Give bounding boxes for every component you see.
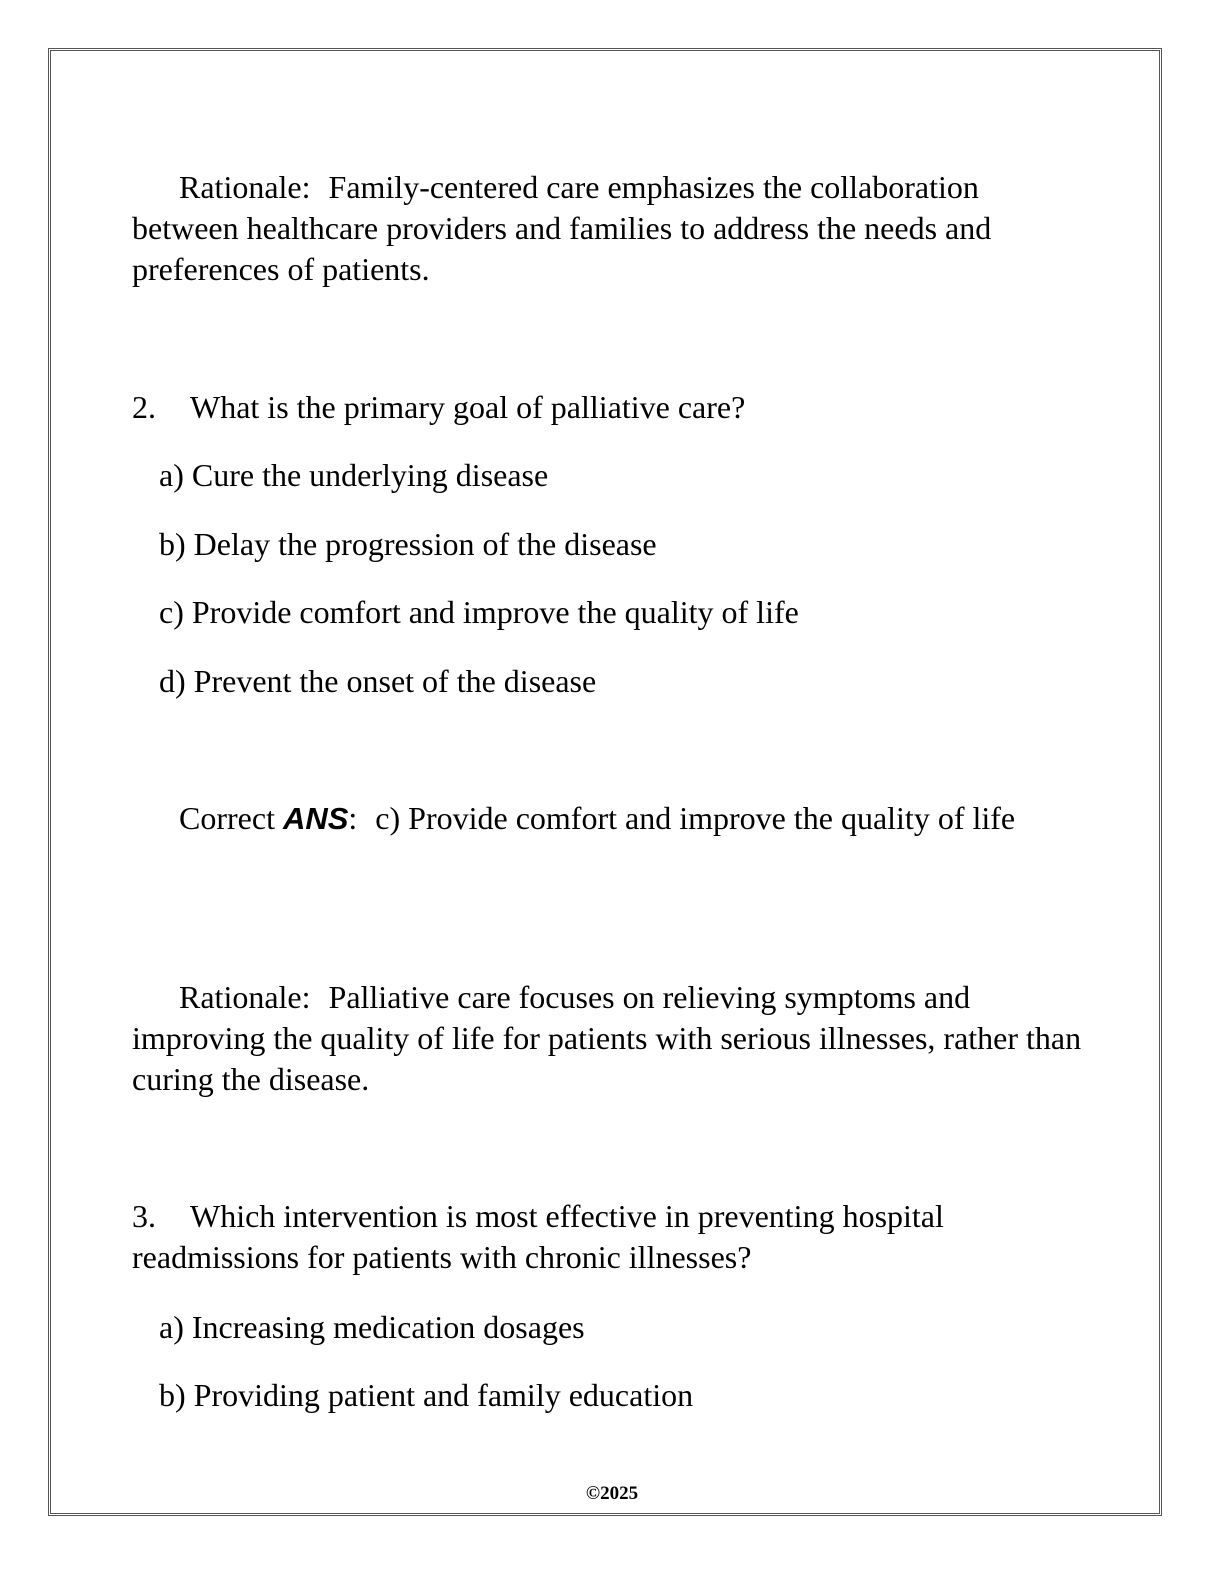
- copyright-footer: ©2025: [585, 1483, 639, 1504]
- question-text: Which intervention is most effective in preventing hospital readmissions for patients with chronic illnesses?: [132, 1198, 944, 1275]
- answer-colon: :: [348, 800, 358, 836]
- question-number: 3.: [132, 1198, 156, 1234]
- rationale-q2: [132, 977, 1092, 1100]
- q2-option-c: c) Provide comfort and improve the quality of life: [159, 594, 799, 630]
- answer-label: ANS: [282, 801, 349, 836]
- question-number: 2.: [132, 389, 156, 425]
- question-text: What is the primary goal of palliative care?: [190, 389, 746, 425]
- question-3: [132, 1196, 1092, 1278]
- answer-text: c) Provide comfort and improve the quality of life: [375, 800, 1016, 836]
- q2-option-d: d) Prevent the onset of the disease: [159, 663, 597, 699]
- q3-option-a: a) Increasing medication dosages: [159, 1309, 585, 1345]
- rationale-text: Family-centered care emphasizes the collaboration between healthcare providers and families to address the needs and preferences of patients.: [132, 169, 992, 287]
- rationale-label: Rationale:: [179, 169, 311, 205]
- rationale-q1: [132, 167, 1092, 290]
- q2-option-b: b) Delay the progression of the disease: [159, 526, 657, 562]
- rationale-label: Rationale:: [179, 979, 311, 1015]
- q3-option-b: b) Providing patient and family education: [159, 1377, 694, 1413]
- q2-correct-answer: [132, 798, 1092, 839]
- question-2: [132, 387, 1092, 428]
- answer-prefix: Correct: [179, 800, 283, 836]
- rationale-text: Palliative care focuses on relieving symptoms and improving the quality of life for patients with serious illnesses, rather than curing the disease.: [132, 979, 1082, 1097]
- q2-option-a: a) Cure the underlying disease: [159, 457, 549, 493]
